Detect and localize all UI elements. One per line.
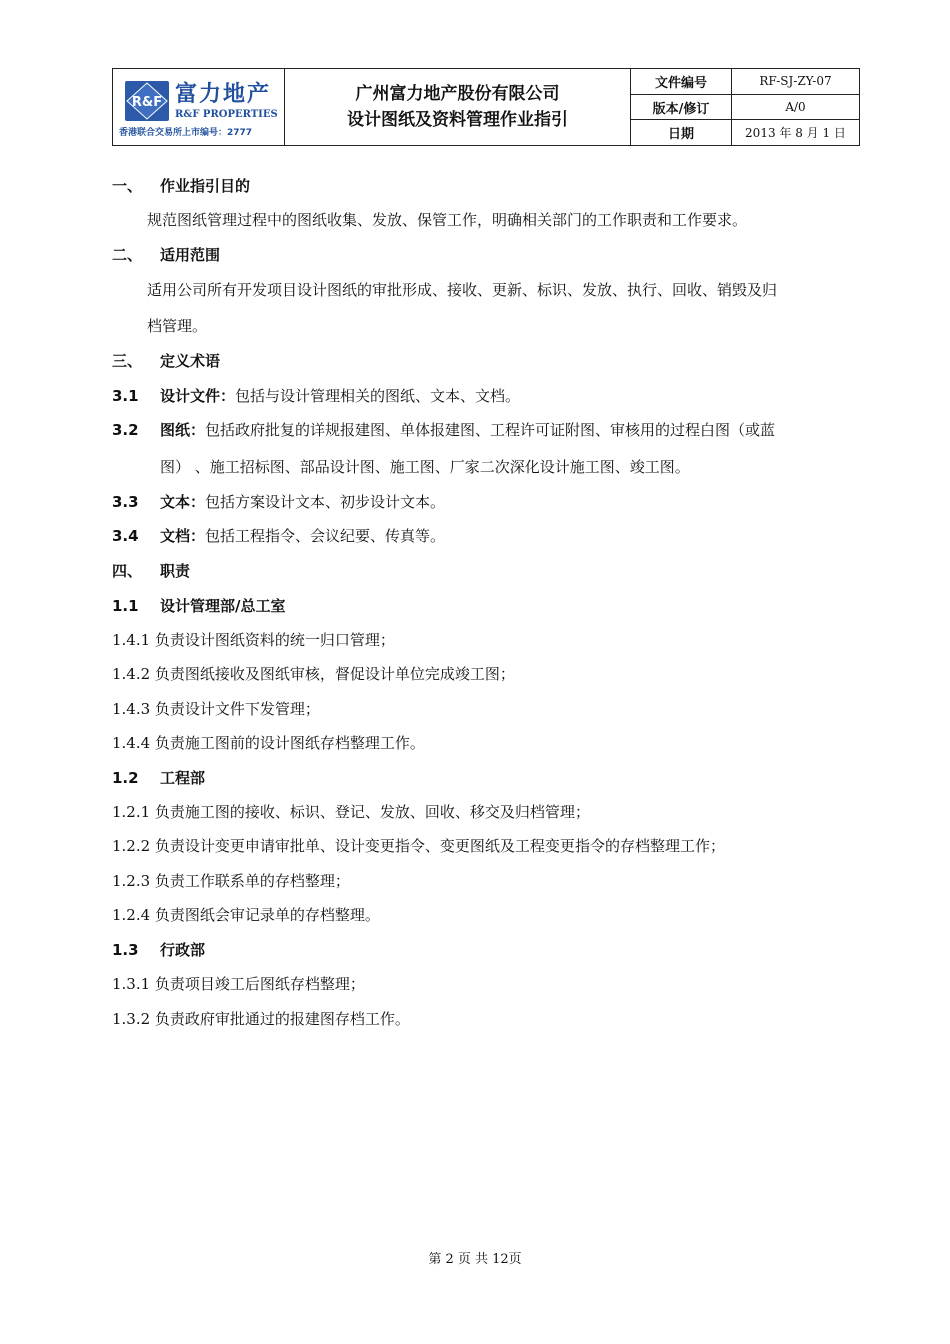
paragraph: 适用公司所有开发项目设计图纸的审批形成、接收、更新、标识、发放、执行、回收、销毁及归 <box>147 281 778 299</box>
subsection-number: 1.3 <box>112 941 139 959</box>
paragraph: 规范图纸管理过程中的图纸收集、发放、保管工作，明确相关部门的工作职责和工作要求。 <box>147 211 748 229</box>
subsection-title: 行政部 <box>160 941 206 959</box>
meta-label: 日期 <box>631 120 732 145</box>
list-item: 1.3.1 负责项目竣工后图纸存档整理； <box>112 975 365 993</box>
page-number: 第 2 页 共 12页 <box>428 1252 522 1267</box>
meta-value: RF-SJ-ZY-07 <box>759 74 832 89</box>
definition-term: 文本： <box>160 493 206 511</box>
section-heading <box>112 351 220 371</box>
section-heading <box>112 245 220 265</box>
meta-label: 版本/修订 <box>631 95 732 120</box>
meta-value: 2013 年 8 月 1 日 <box>745 126 846 141</box>
section-title: 职责 <box>160 562 191 580</box>
section-heading <box>112 176 250 196</box>
item-number: 3.2 <box>112 421 139 439</box>
list-item: 1.2.3 负责工作联系单的存档整理； <box>112 872 350 890</box>
company-logo <box>113 69 285 145</box>
brand-name-cn: 富力地产 <box>175 82 272 107</box>
definition-item <box>112 420 775 440</box>
section-title: 作业指引目的 <box>160 177 251 195</box>
section-title: 定义术语 <box>160 352 221 370</box>
subsection-number: 1.1 <box>112 597 139 615</box>
subsection-heading <box>112 768 205 788</box>
subsection-title: 工程部 <box>160 769 206 787</box>
definition-text: 包括与设计管理相关的图纸、文本、文档。 <box>235 387 521 405</box>
definition-item <box>112 386 520 406</box>
section-number: 四、 <box>112 562 143 580</box>
subsection-number: 1.2 <box>112 769 139 787</box>
subsection-title: 设计管理部/总工室 <box>160 597 286 615</box>
document-meta <box>631 69 859 145</box>
definition-item <box>112 526 445 546</box>
paragraph: 档管理。 <box>147 317 208 335</box>
section-heading <box>112 561 190 581</box>
item-number: 3.3 <box>112 493 139 511</box>
meta-row-doc-number <box>631 69 859 95</box>
logo-mark-text: R&F <box>131 95 163 110</box>
document-title: 设计图纸及资料管理作业指引 <box>347 110 568 130</box>
item-number: 3.4 <box>112 527 139 545</box>
section-number: 二、 <box>112 246 143 264</box>
list-item: 1.2.4 负责图纸会审记录单的存档整理。 <box>112 906 380 924</box>
definition-text: 包括工程指令、会议纪要、传真等。 <box>205 527 446 545</box>
list-item: 1.2.1 负责施工图的接收、标识、登记、发放、回收、移交及归档管理； <box>112 803 590 821</box>
title-block <box>285 69 631 145</box>
subsection-heading <box>112 596 285 616</box>
list-item: 1.4.4 负责施工图前的设计图纸存档整理工作。 <box>112 734 425 752</box>
list-item: 1.4.2 负责图纸接收及图纸审核，督促设计单位完成竣工图； <box>112 665 515 683</box>
definition-item <box>112 492 445 512</box>
item-number: 3.1 <box>112 387 139 405</box>
section-title: 适用范围 <box>160 246 221 264</box>
listing-number: 香港联合交易所上市编号：2777 <box>119 128 253 138</box>
document-header <box>112 68 860 146</box>
subsection-heading <box>112 940 205 960</box>
definition-text: 包括政府批复的详规报建图、单体报建图、工程许可证附图、审核用的过程白图（或蓝 <box>205 421 776 439</box>
list-item: 1.4.3 负责设计文件下发管理； <box>112 700 320 718</box>
list-item: 1.4.1 负责设计图纸资料的统一归口管理； <box>112 631 395 649</box>
section-number: 三、 <box>112 352 143 370</box>
company-name: 广州富力地产股份有限公司 <box>355 84 560 104</box>
definition-term: 设计文件： <box>160 387 236 405</box>
rf-logo-mark <box>125 81 169 121</box>
definition-text: 包括方案设计文本、初步设计文本。 <box>205 493 446 511</box>
definition-continuation: 图） 、施工招标图、部品设计图、施工图、厂家二次深化设计施工图、竣工图。 <box>160 458 690 476</box>
section-number: 一、 <box>112 177 143 195</box>
definition-term: 文档： <box>160 527 206 545</box>
meta-value: A/0 <box>785 100 806 114</box>
list-item: 1.2.2 负责设计变更申请审批单、设计变更指令、变更图纸及工程变更指令的存档整理工作； <box>112 837 725 855</box>
meta-label: 文件编号 <box>631 69 732 94</box>
definition-term: 图纸： <box>160 421 206 439</box>
meta-row-date <box>631 120 859 145</box>
meta-row-version <box>631 95 859 121</box>
brand-name-en: R&F PROPERTIES <box>175 109 278 120</box>
list-item: 1.3.2 负责政府审批通过的报建图存档工作。 <box>112 1010 410 1028</box>
